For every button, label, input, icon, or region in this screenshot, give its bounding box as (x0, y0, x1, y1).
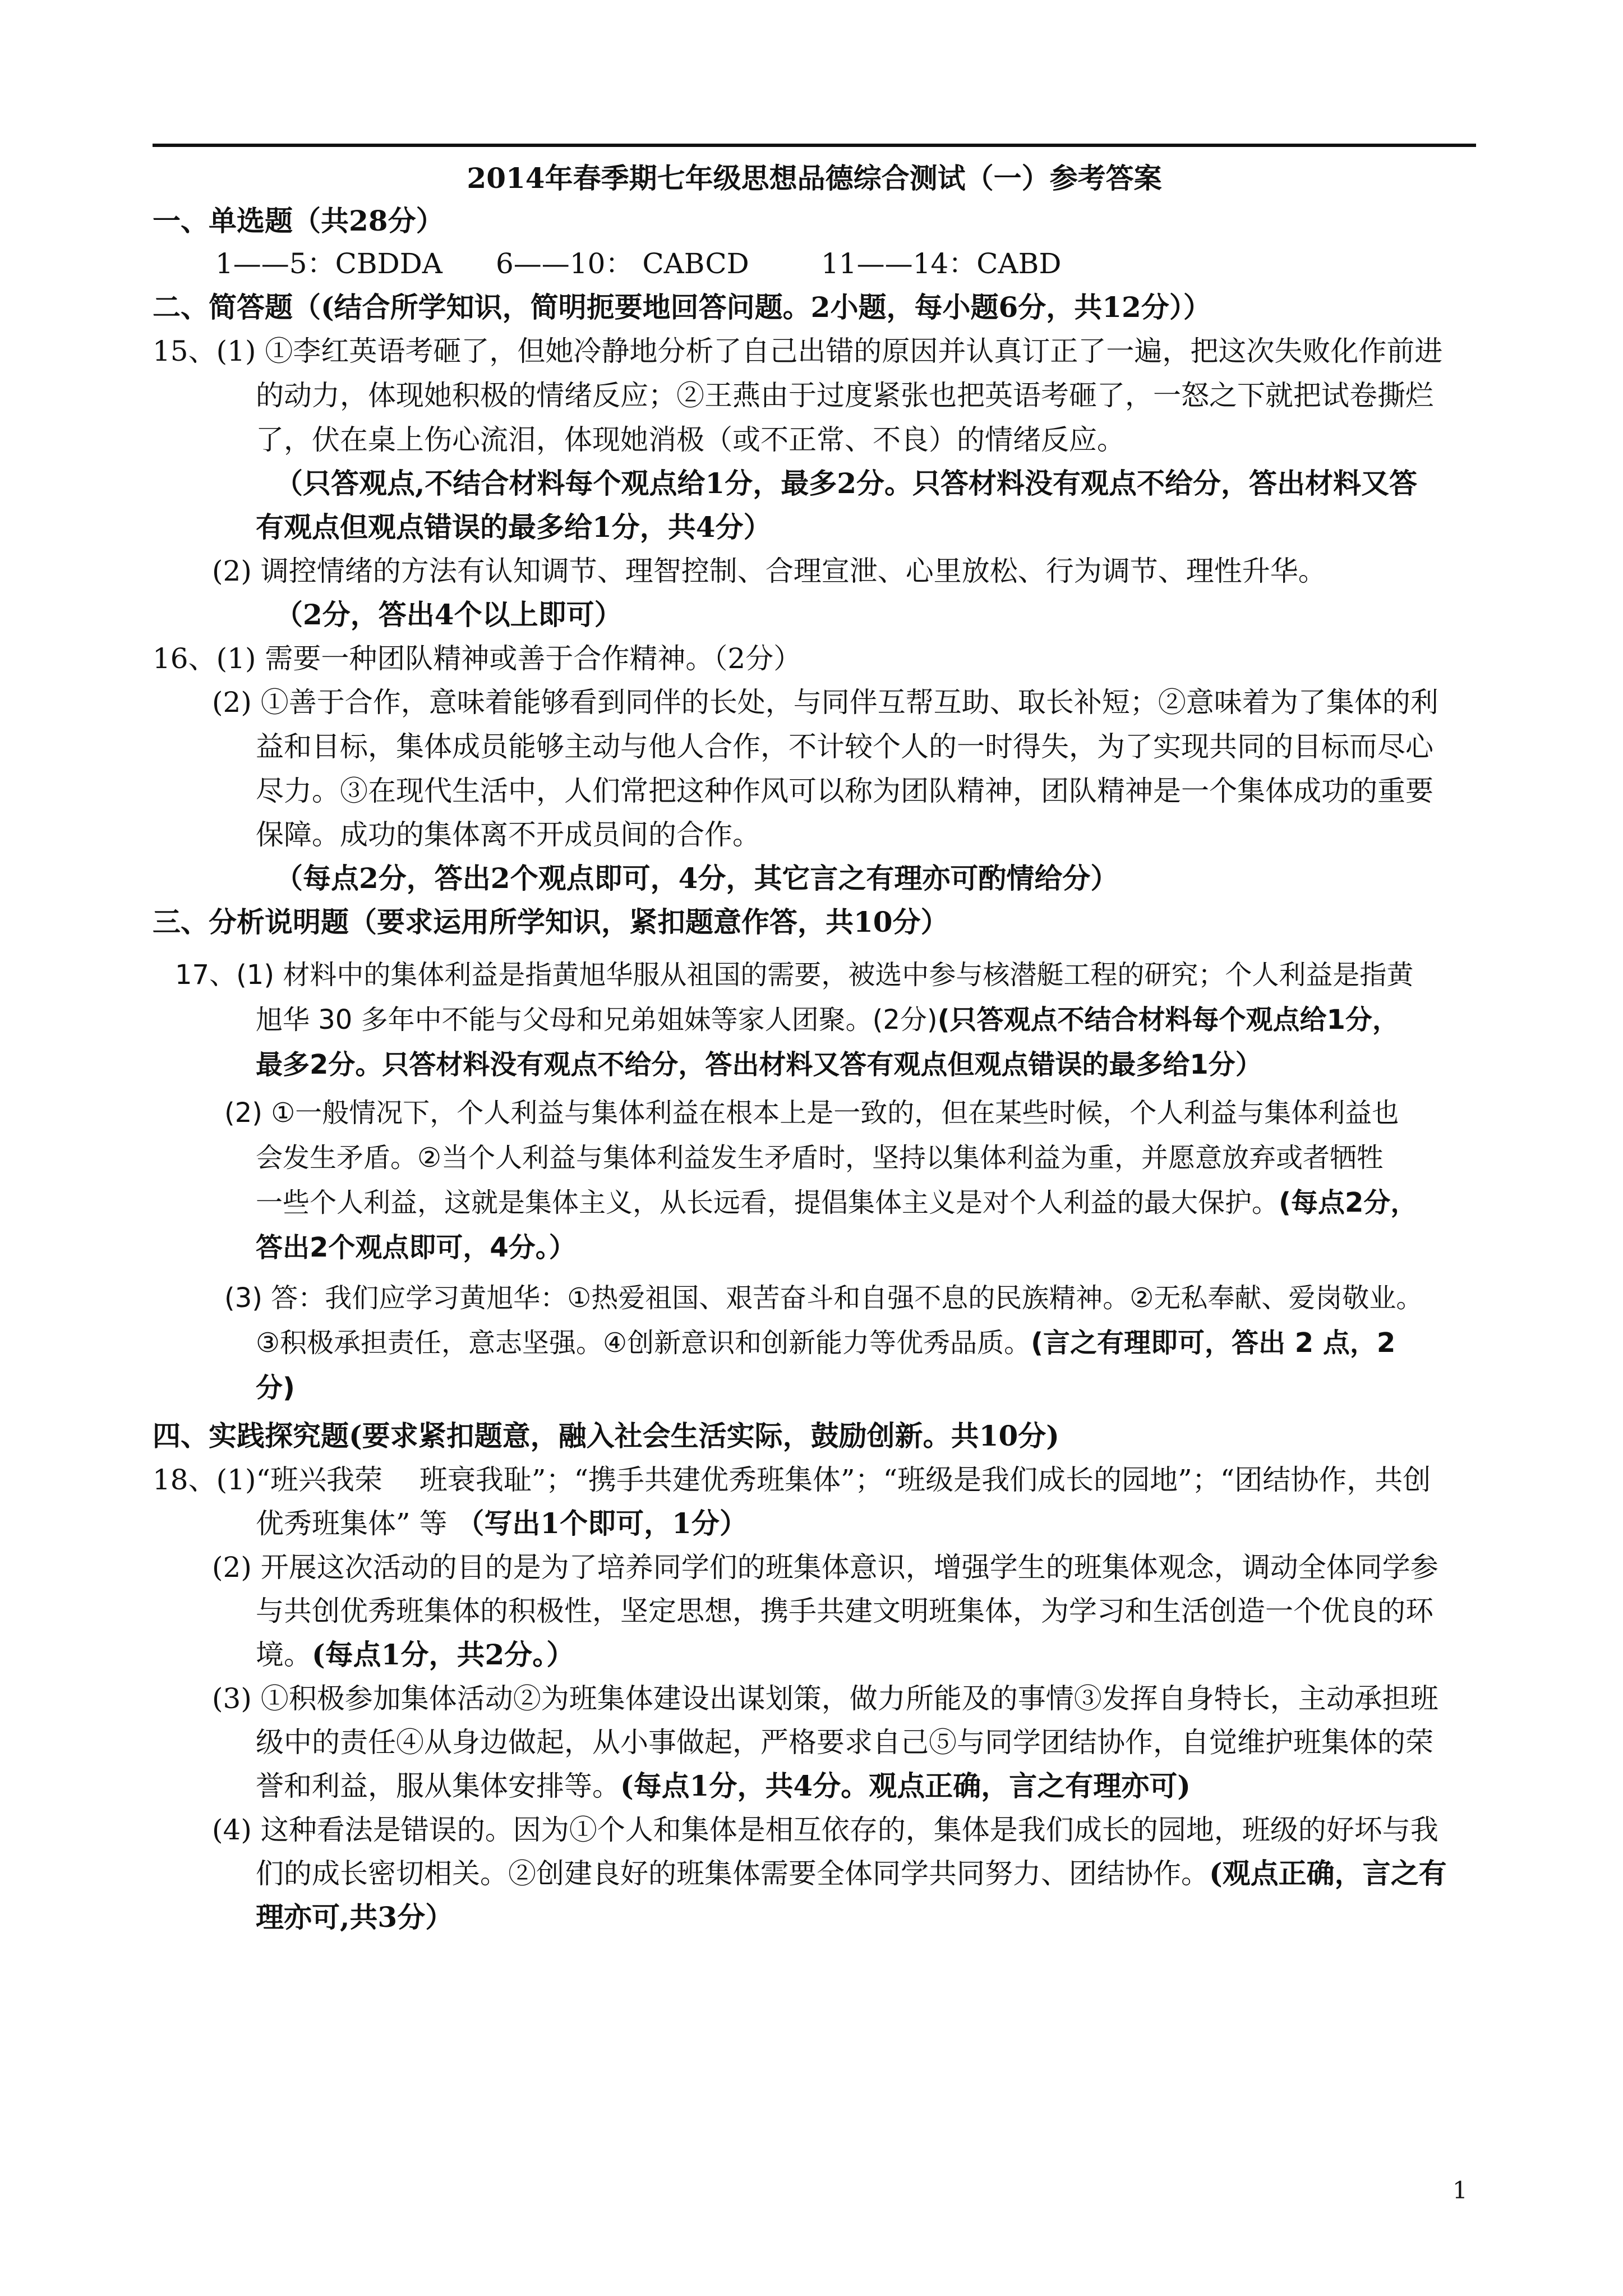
mcq-answer-1-5: 1——5：CBDDA (215, 247, 442, 280)
q18-p4-line2-score: (观点正确，言之有 (1209, 1857, 1447, 1890)
q18-p4-line1: (4) 这种看法是错误的。因为①个人和集体是相互依存的，集体是我们成长的园地，班级的好坏与我 (212, 1814, 1438, 1846)
q16-p2-note: （每点2分，答出2个观点即可，4分，其它言之有理亦可酌情给分） (275, 862, 1119, 895)
q15-p1-line1: 15、(1) ①李红英语考砸了，但她冷静地分析了自己出错的原因并认真订正了一遍，把这次失败化作前进 (153, 335, 1443, 367)
q15-p2-line1: (2) 调控情绪的方法有认知调节、理智控制、合理宣泄、心里放松、行为调节、理性升华。 (212, 555, 1326, 587)
q18-p3-line3-text: 誉和利益，服从集体安排等。 (256, 1770, 620, 1802)
q15-p1-line3: 了，伏在桌上伤心流泪，体现她消极（或不正常、不良）的情绪反应。 (256, 424, 1125, 456)
q17-p2-line3-text: 一些个人利益，这就是集体主义，从长远看，提倡集体主义是对个人利益的最大保护。 (256, 1187, 1279, 1218)
q17-p2-line2: 会发生矛盾。②当个人利益与集体利益发生矛盾时，坚持以集体利益为重，并愿意放弃或者牺牲 (256, 1142, 1384, 1174)
top-rule (153, 144, 1476, 147)
q17-p2-line1: (2) ①一般情况下，个人利益与集体利益在根本上是一致的，但在某些时候，个人利益与集体利益也 (224, 1097, 1399, 1129)
section-1-heading: 一、单选题（共28分） (153, 204, 444, 237)
q16-p2-line4: 保障。成功的集体离不开成员间的合作。 (256, 818, 760, 851)
q15-p1-line2: 的动力，体现她积极的情绪反应；②王燕由于过度紧张也把英语考砸了，一怒之下就把试卷撕烂 (256, 379, 1433, 412)
q18-p1-line2 (256, 1502, 748, 1545)
q17-p1-line2-text: 旭华 30 多年中不能与父母和兄弟姐妹等家人团聚。(2分) (256, 1004, 938, 1036)
q17-p1-line2 (256, 999, 1399, 1041)
q15-p1-note-line1: （只答观点,不结合材料每个观点给1分，最多2分。只答材料没有观点不给分，答出材料又答 (275, 467, 1417, 500)
q16-p1: 16、(1) 需要一种团队精神或善于合作精神。（2分） (153, 642, 802, 675)
q16-p2-line2: 益和目标，集体成员能够主动与他人合作，不计较个人的一时得失，为了实现共同的目标而尽心 (256, 730, 1433, 763)
q16-p2-line1: (2) ①善于合作，意味着能够看到同伴的长处，与同伴互帮互助、取长补短；②意味着为了集体的利 (212, 686, 1438, 719)
q18-p1-line2-text: 优秀班集体” 等 (256, 1507, 457, 1540)
page-title: 2014年春季期七年级思想品德综合测试（一）参考答案 (467, 162, 1162, 195)
section-3-heading: 三、分析说明题（要求运用所学知识，紧扣题意作答，共10分） (153, 905, 949, 938)
q18-p1-line2-score: （写出1个即可，1分） (456, 1507, 748, 1540)
q18-p2-line3-score: (每点1分，共2分。） (312, 1638, 575, 1671)
q17-p2-line3 (256, 1181, 1417, 1224)
mcq-answers (215, 242, 1061, 285)
q17-p1-line2-score: (只答观点不结合材料每个观点给1分， (937, 1004, 1399, 1036)
q18-p3-line1: (3) ①积极参加集体活动②为班集体建设出谋划策，做力所能及的事情③发挥自身特长，主动承担班 (212, 1682, 1438, 1715)
q17-p1-line1: 17、(1) 材料中的集体利益是指黄旭华服从祖国的需要，被选中参与核潜艇工程的研究；个人利益是指黄 (175, 959, 1414, 991)
q18-p4-line2-text: 们的成长密切相关。②创建良好的班集体需要全体同学共同努力、团结协作。 (256, 1857, 1209, 1890)
q18-p3-line3 (256, 1765, 1191, 1807)
q18-p2-line3-text: 境。 (256, 1639, 312, 1671)
q18-p2-line1: (2) 开展这次活动的目的是为了培养同学们的班集体意识，增强学生的班集体观念，调动全体同学参 (212, 1551, 1438, 1584)
q17-p3-line2-text: ③积极承担责任，意志坚强。④创新意识和创新能力等优秀品质。 (256, 1327, 1031, 1359)
q15-p1-note-line2: 有观点但观点错误的最多给1分，共4分） (256, 510, 772, 544)
section-4-heading: 四、实践探究题(要求紧扣题意，融入社会生活实际，鼓励创新。共10分) (153, 1419, 1059, 1452)
q17-p2-line3-score: (每点2分， (1279, 1187, 1418, 1218)
q16-p2-line3: 尽力。③在现代生活中，人们常把这种作风可以称为团队精神，团队精神是一个集体成功的重要 (256, 775, 1433, 807)
q17-p3-line2 (256, 1322, 1395, 1364)
q18-p4-line3: 理亦可,共3分） (256, 1901, 454, 1934)
q18-p3-line2: 级中的责任④从身边做起，从小事做起，严格要求自己⑤与同学团结协作，自觉维护班集体的荣 (256, 1726, 1433, 1759)
section-2-heading: 二、简答题（(结合所学知识，简明扼要地回答问题。2小题，每小题6分，共12分）） (153, 291, 1211, 324)
page-number: 1 (1453, 2177, 1468, 2204)
q15-p2-note: （2分，答出4个以上即可） (275, 598, 623, 631)
mcq-answer-6-10: 6——10： CABCD (496, 247, 749, 280)
q18-p4-line2 (256, 1852, 1447, 1895)
q17-p2-line4: 答出2个观点即可，4分。） (256, 1232, 576, 1263)
q17-p3-line3: 分) (256, 1372, 295, 1404)
q17-p1-line3: 最多2分。只答材料没有观点不给分，答出材料又答有观点但观点错误的最多给1分） (256, 1049, 1262, 1080)
q18-p3-line3-score: (每点1分，共4分。观点正确，言之有理亦可) (620, 1769, 1191, 1802)
q17-p3-line1: (3) 答：我们应学习黄旭华：①热爱祖国、艰苦奋斗和自强不息的民族精神。②无私奉献、爱岗敬业。 (224, 1282, 1423, 1314)
q18-p2-line3 (256, 1634, 574, 1676)
q18-p1-line1: 18、(1)“班兴我荣 班衰我耻”；“携手共建优秀班集体”；“班级是我们成长的园地”；“团结协作，共创 (153, 1464, 1431, 1496)
mcq-answer-11-14: 11——14：CABD (821, 247, 1062, 280)
q17-p3-line2-score: (言之有理即可，答出 2 点，2 (1031, 1327, 1396, 1359)
q18-p2-line2: 与共创优秀班集体的积极性，坚定思想，携手共建文明班集体，为学习和生活创造一个优良的环 (256, 1595, 1433, 1627)
